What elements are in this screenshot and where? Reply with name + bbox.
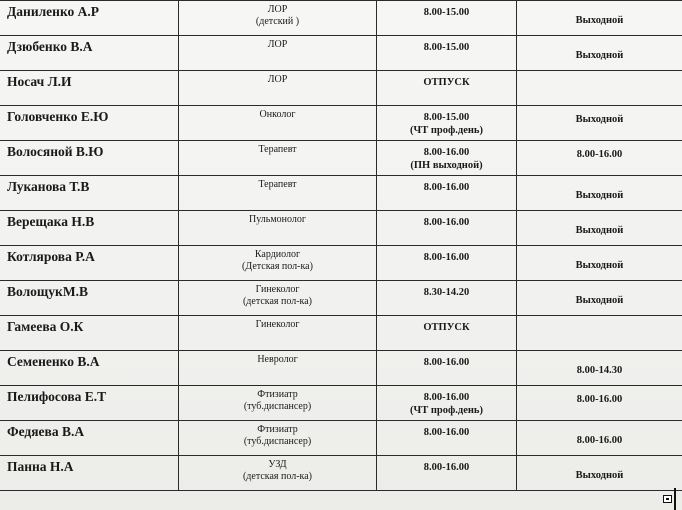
doctor-name: Верещака Н.В [7, 214, 95, 229]
specialty [179, 281, 376, 308]
alt-day-cell[interactable] [517, 351, 682, 386]
specialty-title: Гинеколог [255, 319, 300, 330]
alt-day-value: Выходной [575, 225, 624, 236]
hours-cell[interactable] [377, 421, 517, 456]
text-cursor [674, 488, 676, 510]
working-hours [377, 386, 516, 417]
doctor-name-cell[interactable] [0, 176, 179, 211]
hours-value: 8.00-16.00 [423, 182, 470, 193]
table-row [0, 211, 682, 246]
specialty-cell[interactable] [179, 351, 377, 386]
alt-day-cell[interactable] [517, 281, 682, 316]
specialty-cell[interactable] [179, 106, 377, 141]
alt-day-value: Выходной [575, 50, 624, 61]
specialty-note: (детский ) [255, 16, 300, 27]
table-row [0, 421, 682, 456]
hours-cell[interactable] [377, 316, 517, 351]
alt-day-value [517, 71, 682, 85]
alt-day-cell[interactable] [517, 456, 682, 491]
hours-value: 8.00-16.00 [423, 357, 470, 368]
specialty-cell[interactable] [179, 421, 377, 456]
specialty [179, 211, 376, 226]
table-row [0, 71, 682, 106]
specialty [179, 456, 376, 483]
working-hours [377, 176, 516, 194]
doctor-name: Волосяной В.Ю [7, 144, 104, 159]
alt-day-value: 8.00-14.30 [576, 365, 623, 376]
specialty-title: ЛОР [267, 39, 288, 50]
hours-value: ОТПУСК [423, 322, 470, 333]
doctor-name-cell[interactable] [0, 386, 179, 421]
doctor-name: ВолощукМ.В [7, 284, 88, 299]
table-row [0, 36, 682, 71]
specialty-cell[interactable] [179, 211, 377, 246]
specialty-note: (детская пол-ка) [242, 296, 313, 307]
table-row [0, 351, 682, 386]
hours-note: (ЧТ проф.день) [410, 405, 483, 416]
doctor-name: Головченко Е.Ю [7, 109, 109, 124]
alt-day-cell[interactable] [517, 386, 682, 421]
specialty-note: (туб.диспансер) [243, 436, 312, 447]
specialty-cell[interactable] [179, 176, 377, 211]
alt-day-cell[interactable] [517, 246, 682, 281]
doctor-name-cell[interactable] [0, 281, 179, 316]
table-row [0, 141, 682, 176]
working-hours [377, 246, 516, 264]
specialty-title: Гинеколог [255, 284, 300, 295]
doctor-name: Пелифосова Е.Т [7, 389, 107, 404]
specialty-title: Фтизиатр [257, 389, 298, 400]
table-row [0, 386, 682, 421]
doctor-name: Дзюбенко В.А [7, 39, 93, 54]
doctor-name-cell[interactable] [0, 316, 179, 351]
doctor-name-cell[interactable] [0, 246, 179, 281]
specialty-cell[interactable] [179, 386, 377, 421]
hours-cell[interactable] [377, 281, 517, 316]
hours-value: 8.00-15.00 [423, 112, 470, 123]
specialty [179, 106, 376, 121]
hours-cell[interactable] [377, 456, 517, 491]
table-row [0, 246, 682, 281]
alt-day-cell[interactable] [517, 1, 682, 36]
alt-day-value [517, 316, 682, 330]
alt-day-cell[interactable] [517, 316, 682, 351]
specialty [179, 421, 376, 448]
specialty-title: Терапевт [258, 179, 297, 190]
doctor-name-cell[interactable] [0, 211, 179, 246]
alt-day-value: Выходной [575, 15, 624, 26]
specialty-cell[interactable] [179, 316, 377, 351]
doctor-name: Носач Л.И [7, 74, 72, 89]
table-resize-handle[interactable] [663, 495, 672, 503]
specialty-cell[interactable] [179, 141, 377, 176]
working-hours [377, 71, 516, 89]
hours-cell[interactable] [377, 1, 517, 36]
specialty-note: (Детская пол-ка) [242, 261, 313, 272]
specialty-cell[interactable] [179, 36, 377, 71]
hours-value: 8.00-15.00 [423, 7, 470, 18]
doctor-name-cell[interactable] [0, 71, 179, 106]
hours-cell[interactable] [377, 71, 517, 106]
specialty [179, 71, 376, 86]
alt-day-value: 8.00-16.00 [576, 149, 623, 160]
doctor-name: Гамеева О.К [7, 319, 84, 334]
working-hours [377, 316, 516, 334]
hours-note: (ПН выходной) [410, 160, 483, 171]
specialty-title: ЛОР [267, 4, 288, 15]
specialty-title: Невролог [257, 354, 298, 365]
doctor-name-cell[interactable] [0, 36, 179, 71]
doctor-name-cell[interactable] [0, 351, 179, 386]
alt-day-value: Выходной [575, 295, 624, 306]
specialty-note: (детская пол-ка) [242, 471, 313, 482]
specialty [179, 316, 376, 331]
alt-day-value: Выходной [575, 260, 624, 271]
specialty-title: Пульмонолог [249, 214, 306, 225]
hours-value: 8.00-16.00 [423, 427, 470, 438]
table-row [0, 456, 682, 491]
alt-day-cell[interactable] [517, 36, 682, 71]
table-row [0, 176, 682, 211]
doctor-name-cell[interactable] [0, 106, 179, 141]
hours-value: 8.00-16.00 [423, 217, 470, 228]
specialty [179, 176, 376, 191]
doctor-name: Луканова Т.В [7, 179, 90, 194]
working-hours [377, 281, 516, 299]
specialty-title: УЗД [268, 459, 287, 470]
working-hours [377, 141, 516, 172]
table-row [0, 106, 682, 141]
specialty-cell[interactable] [179, 281, 377, 316]
alt-day-value: Выходной [575, 114, 624, 125]
alt-day-cell[interactable] [517, 106, 682, 141]
alt-day-value: Выходной [575, 470, 624, 481]
working-hours [377, 351, 516, 369]
alt-day-value: Выходной [575, 190, 624, 201]
hours-cell[interactable] [377, 106, 517, 141]
specialty-note: (туб.диспансер) [243, 401, 312, 412]
alt-day-cell[interactable] [517, 421, 682, 456]
working-hours [377, 106, 516, 137]
hours-cell[interactable] [377, 351, 517, 386]
hours-cell[interactable] [377, 141, 517, 176]
working-hours [377, 456, 516, 474]
working-hours [377, 1, 516, 19]
specialty [179, 36, 376, 51]
table-row [0, 281, 682, 316]
specialty [179, 386, 376, 413]
hours-cell[interactable] [377, 211, 517, 246]
specialty [179, 1, 376, 28]
alt-day-cell[interactable] [517, 71, 682, 106]
hours-value: ОТПУСК [423, 77, 470, 88]
specialty-cell[interactable] [179, 71, 377, 106]
specialty-cell[interactable] [179, 1, 377, 36]
specialty-title: Терапевт [258, 144, 297, 155]
doctor-name-cell[interactable] [0, 1, 179, 36]
alt-day-cell[interactable] [517, 176, 682, 211]
doctor-name: Федяева В.А [7, 424, 85, 439]
alt-day-cell[interactable] [517, 141, 682, 176]
hours-value: 8.00-16.00 [423, 252, 470, 263]
hours-cell[interactable] [377, 176, 517, 211]
hours-value: 8.00-16.00 [423, 392, 470, 403]
hours-cell[interactable] [377, 246, 517, 281]
hours-note: (ЧТ проф.день) [410, 125, 483, 136]
specialty-title: ЛОР [267, 74, 288, 85]
specialty [179, 141, 376, 156]
working-hours [377, 421, 516, 439]
hours-cell[interactable] [377, 36, 517, 71]
doctor-name: Котлярова Р.А [7, 249, 95, 264]
specialty-title: Кардиолог [254, 249, 301, 260]
doctor-name-cell[interactable] [0, 421, 179, 456]
alt-day-cell[interactable] [517, 211, 682, 246]
hours-value: 8.00-15.00 [423, 42, 470, 53]
doctor-name: Панна Н.А [7, 459, 74, 474]
table-row [0, 1, 682, 36]
hours-value: 8.00-16.00 [423, 462, 470, 473]
doctor-name: Семененко В.А [7, 354, 100, 369]
working-hours [377, 211, 516, 229]
specialty-cell[interactable] [179, 246, 377, 281]
hours-value: 8.30-14.20 [423, 287, 470, 298]
table-row [0, 316, 682, 351]
hours-cell[interactable] [377, 386, 517, 421]
working-hours [377, 36, 516, 54]
specialty [179, 351, 376, 366]
specialty-cell[interactable] [179, 456, 377, 491]
specialty-title: Онколог [259, 109, 296, 120]
doctor-name-cell[interactable] [0, 456, 179, 491]
specialty-title: Фтизиатр [257, 424, 298, 435]
doctor-name-cell[interactable] [0, 141, 179, 176]
hours-value: 8.00-16.00 [423, 147, 470, 158]
doctor-name: Даниленко А.Р [7, 4, 100, 19]
specialty [179, 246, 376, 273]
alt-day-value: 8.00-16.00 [576, 394, 623, 405]
alt-day-value: 8.00-16.00 [576, 435, 623, 446]
